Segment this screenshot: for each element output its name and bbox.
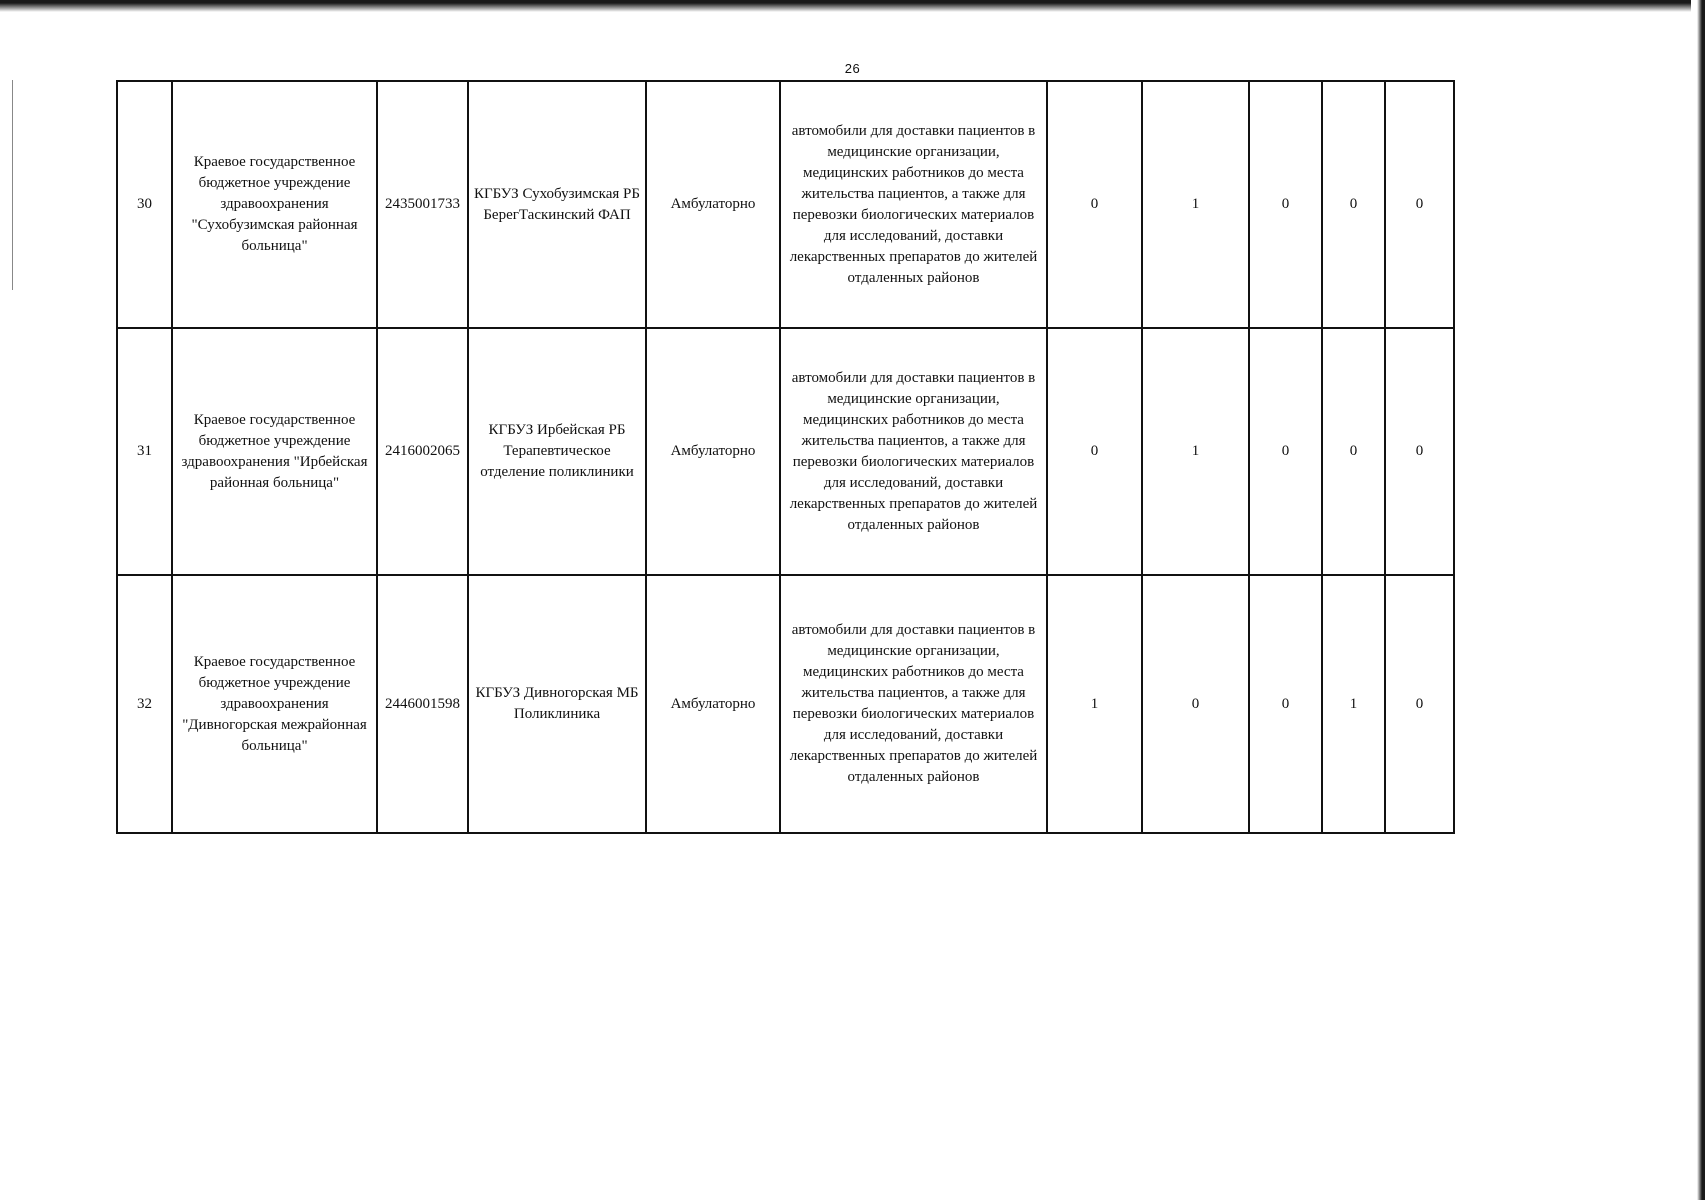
cell-description: автомобили для доставки пациентов в медицинские организации, медицинских работников до места жительства пациентов, а также для перевозки биологических материалов для исследований, доставки лекарственных препаратов до жителей отдаленных районов <box>780 575 1047 833</box>
cell-value-2: 1 <box>1142 328 1249 575</box>
cell-value-2: 0 <box>1142 575 1249 833</box>
cell-unit: КГБУЗ Дивногорская МБ Поликлиника <box>468 575 646 833</box>
cell-row-number: 32 <box>117 575 172 833</box>
cell-description: автомобили для доставки пациентов в медицинские организации, медицинских работников до места жительства пациентов, а также для перевозки биологических материалов для исследований, доставки лекарственных препаратов до жителей отдаленных районов <box>780 81 1047 328</box>
cell-value-4: 0 <box>1322 328 1385 575</box>
cell-value-3: 0 <box>1249 575 1322 833</box>
cell-unit: КГБУЗ Ирбейская РБ Терапевтическое отделение поликлиники <box>468 328 646 575</box>
scan-left-mark <box>12 80 13 290</box>
cell-care-mode: Амбулаторно <box>646 81 780 328</box>
cell-value-5: 0 <box>1385 575 1454 833</box>
table-row <box>117 328 1454 575</box>
scan-right-edge <box>1691 0 1705 1200</box>
cell-organization: Краевое государственное бюджетное учреждение здравоохранения "Дивногорская межрайонная больница" <box>172 575 377 833</box>
cell-organization: Краевое государственное бюджетное учреждение здравоохранения "Сухобузимская районная больница" <box>172 81 377 328</box>
cell-value-3: 0 <box>1249 81 1322 328</box>
page-number: 26 <box>844 61 861 76</box>
cell-value-2: 1 <box>1142 81 1249 328</box>
cell-unit: КГБУЗ Сухобузимская РБ БерегТаскинский ФАП <box>468 81 646 328</box>
cell-care-mode: Амбулаторно <box>646 328 780 575</box>
cell-value-1: 0 <box>1047 81 1142 328</box>
cell-row-number: 31 <box>117 328 172 575</box>
cell-care-mode: Амбулаторно <box>646 575 780 833</box>
cell-organization: Краевое государственное бюджетное учреждение здравоохранения "Ирбейская районная больница" <box>172 328 377 575</box>
cell-inn: 2446001598 <box>377 575 468 833</box>
cell-row-number: 30 <box>117 81 172 328</box>
table-row <box>117 81 1454 328</box>
cell-description: автомобили для доставки пациентов в медицинские организации, медицинских работников до места жительства пациентов, а также для перевозки биологических материалов для исследований, доставки лекарственных препаратов до жителей отдаленных районов <box>780 328 1047 575</box>
cell-inn: 2416002065 <box>377 328 468 575</box>
cell-value-4: 1 <box>1322 575 1385 833</box>
cell-value-1: 0 <box>1047 328 1142 575</box>
scan-top-edge <box>0 0 1705 12</box>
cell-value-4: 0 <box>1322 81 1385 328</box>
table-row <box>117 575 1454 833</box>
cell-value-3: 0 <box>1249 328 1322 575</box>
cell-value-5: 0 <box>1385 81 1454 328</box>
data-table <box>116 80 1455 834</box>
cell-value-1: 1 <box>1047 575 1142 833</box>
cell-value-5: 0 <box>1385 328 1454 575</box>
cell-inn: 2435001733 <box>377 81 468 328</box>
